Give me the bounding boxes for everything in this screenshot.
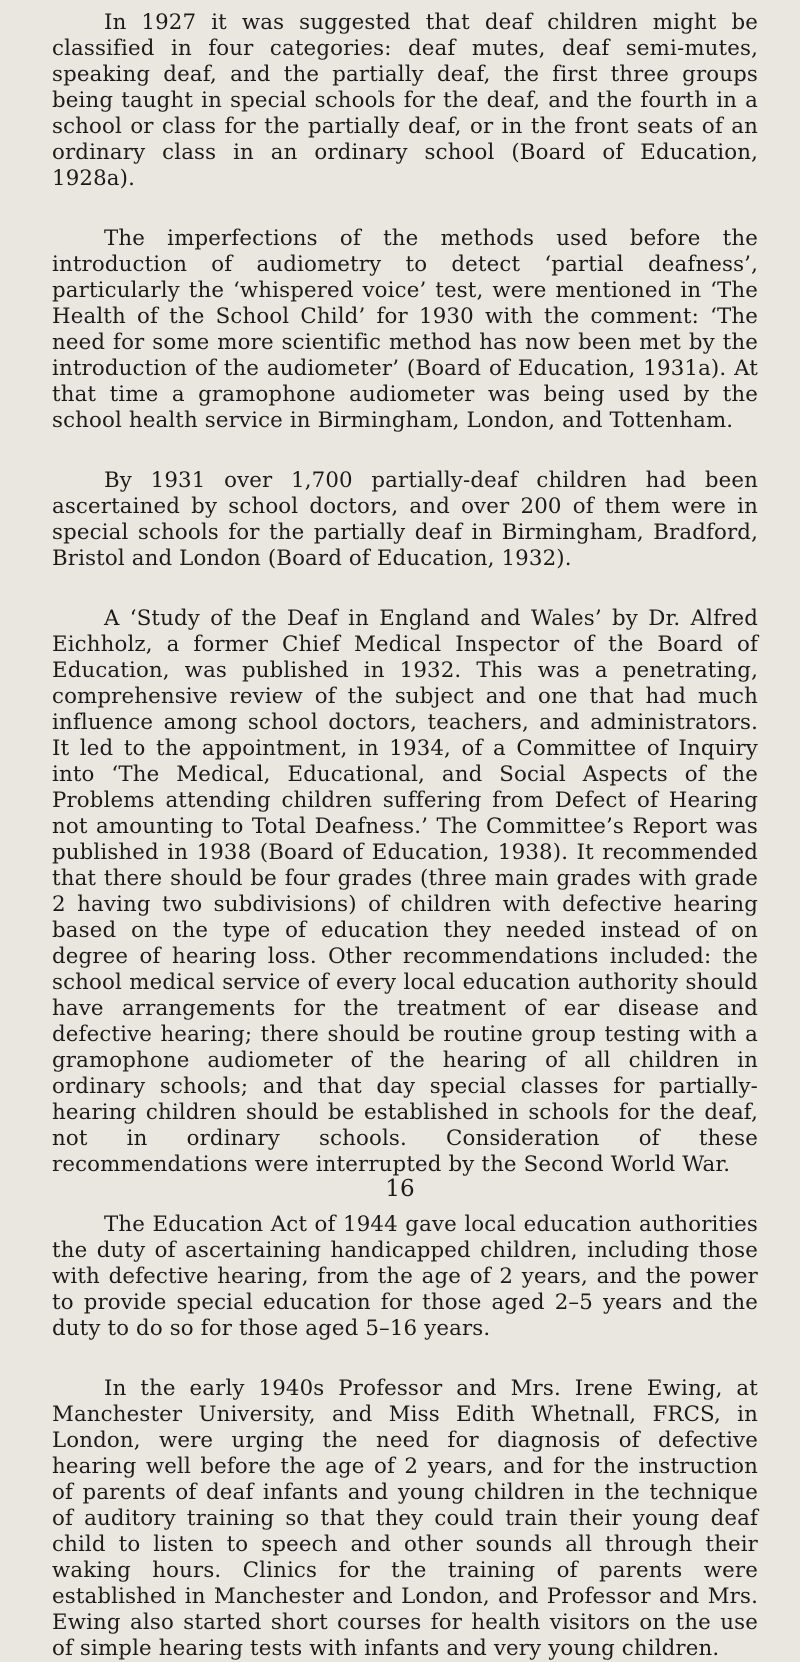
paragraph-eichholz-study: A ‘Study of the Deaf in England and Wales’ by Dr. Alfred Eichholz, a former Chief Medical Inspector of the Board of Education, was published in 1932. This was a penetrating, comprehensive review of the subject and one that had much influence among school doctors, teachers, and administrators. It led to the appointment, in 1934, of a Committee of Inquiry into ‘The Medical, Educational, and Social Aspects of the Problems attending children suffering from Defect of Hearing not amounting to Total Deafness.’ The Committee’s Report was published in 1938 (Board of Education, 1938). It recommended that there should be four grades (three main grades with grade 2 having two subdivisions) of children with defective hearing based on the type of education they needed instead of on degree of hearing loss. Other recommendations included: the school medical service of every local education authority should have arrangements for the treatment of ear disease and defective hearing; there should be routine group testing with a gramophone audiometer of the hearing of all children in ordinary schools; and that day special classes for partially-hearing children should be established in schools for the deaf, not in ordinary schools. Consideration of these recommendations were interrupted by the Second World War. bbox=[52, 606, 758, 1177]
paragraph-ewing-whetnall: In the early 1940s Professor and Mrs. Irene Ewing, at Manchester University, and Miss Edith Whetnall, FRCS, in London, were urging the need for diagnosis of defective hearing well before the age of 2 years, and for the instruction of parents of deaf infants and young children in the technique of auditory training so that they could train their young deaf child to listen to speech and other sounds all through their waking hours. Clinics for the training of parents were established in Manchester and London, and Professor and Mrs. Ewing also started short courses for health visitors on the use of simple hearing tests with infants and very young children. bbox=[52, 1376, 758, 1661]
paragraph-1927-classification: In 1927 it was suggested that deaf children might be classified in four categories: deaf mutes, deaf semi-mutes, speaking deaf, and the partially deaf, the first three groups being taught in special schools for the deaf, and the fourth in a school or class for the partially deaf, or in the front seats of an ordinary class in an ordinary school (Board of Education, 1928a). bbox=[52, 10, 758, 191]
paragraph-audiometry: The imperfections of the methods used before the introduction of audiometry to detect ‘partial deafness’, particularly the ‘whispered voice’ test, were mentioned in ‘The Health of the School Child’ for 1930 with the comment: ‘The need for some more scientific method has now been met by the introduction of the audiometer’ (Board of Education, 1931a). At that time a gramophone audiometer was being used by the school health service in Birmingham, London, and Tottenham. bbox=[52, 226, 758, 433]
paragraph-1931-partially-deaf: By 1931 over 1,700 partially-deaf children had been ascertained by school doctors, and over 200 of them were in special schools for the partially deaf in Birmingham, Bradford, Bristol and London (Board of Education, 1932). bbox=[52, 468, 758, 571]
paragraph-education-act-1944: The Education Act of 1944 gave local education authorities the duty of ascertaining handicapped children, including those with defective hearing, from the age of 2 years, and the power to provide special education for those aged 2–5 years and the duty to do so for those aged 5–16 years. bbox=[52, 1212, 758, 1341]
page-number: 16 bbox=[385, 1176, 415, 1202]
